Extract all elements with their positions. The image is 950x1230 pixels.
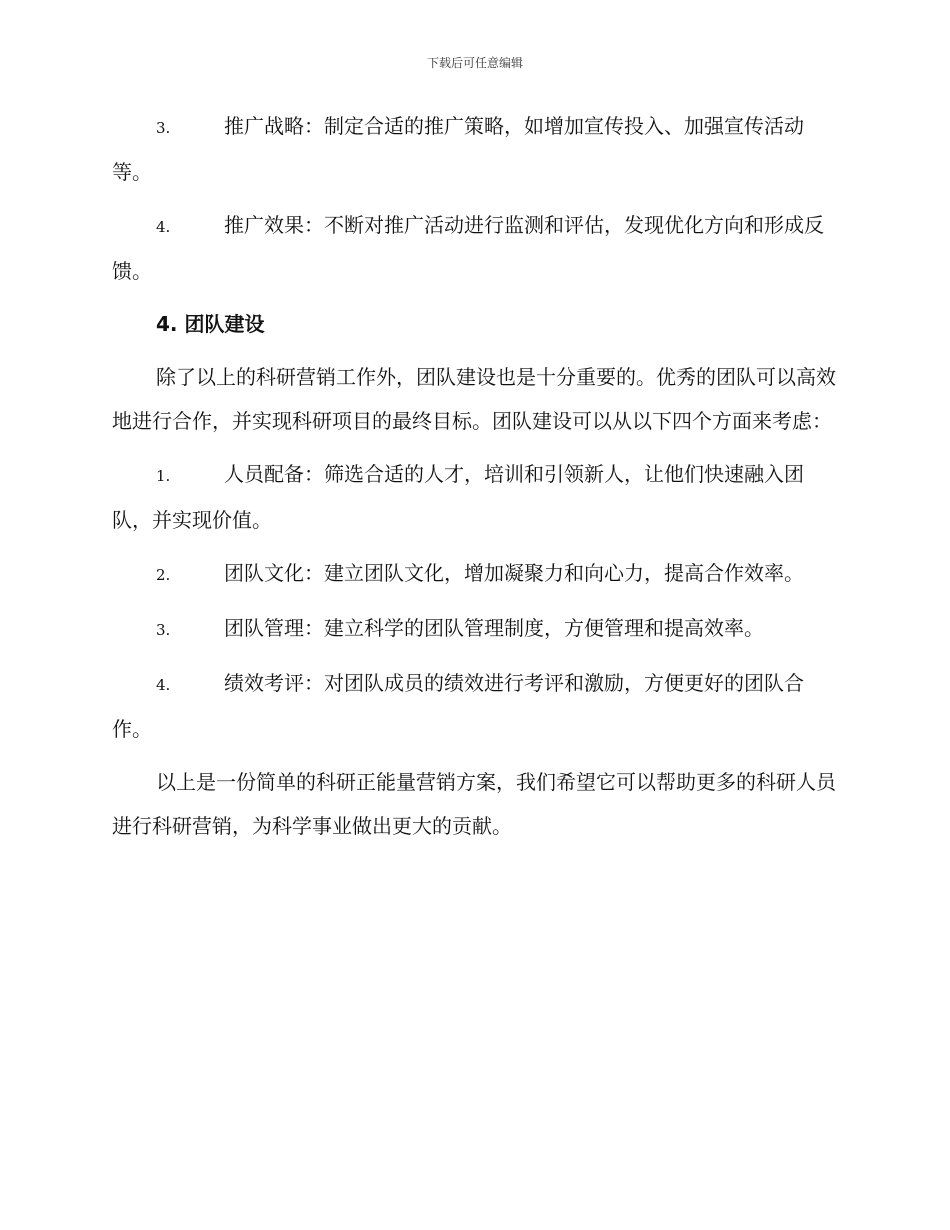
list-number: 3. [156,621,171,639]
list-item [112,551,836,597]
list-text: 团队管理：建立科学的团队管理制度，方便管理和提高效率。 [224,616,764,640]
list-item [112,606,836,652]
list-text: 团队文化：建立团队文化，增加凝聚力和向心力，提高合作效率。 [224,561,804,585]
list-item [112,661,836,751]
list-text: 推广战略：制定合适的推广策略，如增加宣传投入、加强宣传活动等。 [112,114,804,184]
list-number: 3. [156,119,171,137]
list-item [112,104,836,194]
list-number: 2. [156,566,171,584]
list-item [112,203,836,293]
document-body [112,104,836,857]
list-number: 1. [156,467,171,485]
page-header: 下载后可任意编辑 [426,56,523,70]
section-heading: 4. 团队建设 [156,312,265,336]
list-text: 人员配备：筛选合适的人才，培训和引领新人，让他们快速融入团队，并实现价值。 [112,462,804,532]
conclusion-paragraph: 以上是一份简单的科研正能量营销方案，我们希望它可以帮助更多的科研人员进行科研营销，为科学事业做出更大的贡献。 [112,770,836,838]
list-number: 4. [156,218,171,236]
list-number: 4. [156,676,171,694]
section-intro: 除了以上的科研营销工作外，团队建设也是十分重要的。优秀的团队可以高效地进行合作，并实现科研项目的最终目标。团队建设可以从以下四个方面来考虑： [112,365,836,433]
list-text: 推广效果：不断对推广活动进行监测和评估，发现优化方向和形成反馈。 [112,213,824,283]
list-text: 绩效考评：对团队成员的绩效进行考评和激励，方便更好的团队合作。 [112,671,804,741]
list-item [112,452,836,542]
